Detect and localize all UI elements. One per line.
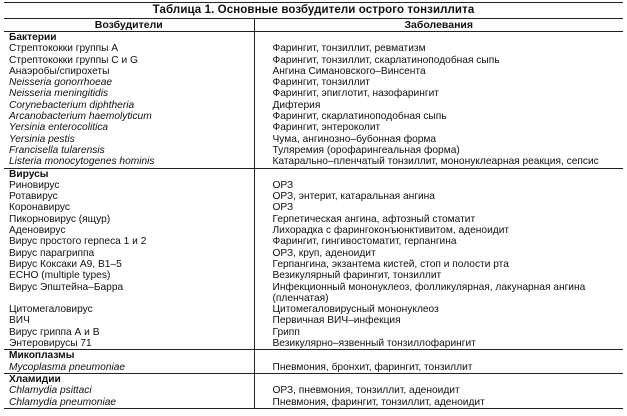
- pathogen-cell: Corynebacterium diphtheria: [4, 100, 254, 111]
- table-row: [4, 122, 623, 133]
- section-spacer: [254, 373, 623, 385]
- disease-cell: ОРЗ, круп, аденоидит: [272, 247, 376, 259]
- disease-cell: Пневмония, бронхит, фарингит, тонзиллит: [272, 361, 473, 373]
- table-row: [4, 397, 623, 408]
- table-row: [4, 180, 623, 191]
- table-row: [4, 145, 623, 156]
- table-row: [4, 236, 623, 247]
- table-row: [4, 202, 623, 213]
- disease-cell: Ангина Симановского–Винсента: [272, 65, 426, 77]
- header-row: [4, 19, 623, 32]
- section-title: Хламидии: [4, 373, 254, 385]
- section-title: Вирусы: [4, 168, 254, 180]
- table-body: [4, 32, 623, 408]
- disease-cell: Фарингит, тонзиллит, скарлатиноподобная сыпь: [272, 54, 500, 66]
- disease-cell: Герпетическая ангина, афтозный стоматит: [272, 213, 476, 225]
- pathogens-table: [4, 19, 623, 408]
- table-row: [4, 270, 623, 281]
- pathogen-cell: Listeria monocytogenes hominis: [4, 156, 254, 168]
- pathogen-cell: Аденовирус: [4, 225, 254, 236]
- table-row: [4, 225, 623, 236]
- disease-cell: ОРЗ: [272, 202, 294, 214]
- pathogen-cell: Цитомегаловирус: [4, 304, 254, 315]
- section-spacer: [254, 350, 623, 362]
- disease-cell: ОРЗ: [272, 179, 294, 191]
- disease-cell: Фарингит, тонзиллит: [272, 77, 370, 89]
- pathogen-cell: Стрептококки группы C и G: [4, 55, 254, 66]
- section-title: Бактерии: [4, 32, 254, 44]
- disease-cell: Везикулярно–язвенный тонзиллофарингит: [272, 338, 476, 350]
- pathogen-cell: Ротавирус: [4, 191, 254, 202]
- table-container: [4, 2, 623, 409]
- pathogen-cell: Вирус парагриппа: [4, 248, 254, 259]
- disease-cell: Пневмония, фарингит, тонзиллит, аденоидит: [272, 396, 485, 408]
- table-row: [4, 55, 623, 66]
- pathogen-cell: Вирус Эпштейна–Барра: [4, 282, 254, 305]
- pathogen-cell: ECHO (multiple types): [4, 270, 254, 281]
- pathogen-cell: Пикорновирус (ящур): [4, 214, 254, 225]
- pathogen-cell: Вирус гриппа А и В: [4, 327, 254, 338]
- pathogen-cell: Chlamydia pneumoniae: [4, 397, 254, 408]
- table-row: [4, 214, 623, 225]
- table-row: [4, 111, 623, 122]
- disease-cell: Дифтерия: [272, 99, 321, 111]
- pathogen-cell: Chlamydia psittaci: [4, 385, 254, 396]
- table-row: [4, 66, 623, 77]
- pathogen-cell: Стрептококки группы А: [4, 43, 254, 54]
- table-row: [4, 282, 623, 305]
- disease-cell: Фарингит, тонзиллит, ревматизм: [272, 43, 426, 55]
- table-row: [4, 43, 623, 54]
- section-title: Микоплазмы: [4, 350, 254, 362]
- pathogen-cell: ВИЧ: [4, 315, 254, 326]
- pathogen-cell: Коронавирус: [4, 202, 254, 213]
- table-row: [4, 338, 623, 350]
- header-diseases: Заболевания: [254, 19, 623, 32]
- pathogen-cell: Francisella tularensis: [4, 145, 254, 156]
- table-row: [4, 315, 623, 326]
- table-row: [4, 156, 623, 168]
- pathogen-cell: Вирус простого герпеса 1 и 2: [4, 236, 254, 247]
- table-title: Таблица 1. Основные возбудители острого тонзиллита: [4, 2, 623, 19]
- disease-cell: Цитомегаловирусный мононуклеоз: [272, 304, 439, 316]
- table-row: [4, 77, 623, 88]
- pathogen-cell: Yersinia pestis: [4, 134, 254, 145]
- disease-cell: Фарингит, скарлатиноподобная сыпь: [272, 111, 447, 123]
- table-row: [4, 385, 623, 396]
- section-row: [4, 373, 623, 385]
- section-row: [4, 350, 623, 362]
- disease-cell: Чума, ангинозно–бубонная форма: [272, 133, 437, 145]
- disease-cell: Инфекционный мононуклеоз, фолликулярная, лакунарная ангина (пленчатая): [272, 281, 586, 304]
- disease-cell: Лихорадка с фарингоконъюнктивитом, аденоидит: [272, 225, 510, 237]
- pathogen-cell: Neisseria meningitidis: [4, 88, 254, 99]
- disease-cell: Везикулярный фарингит, тонзиллит: [272, 270, 442, 282]
- table-row: [4, 259, 623, 270]
- disease-cell: Туляремия (орофарингеальная форма): [272, 144, 460, 156]
- disease-cell: Герпангина, экзантема кистей, стоп и полости рта: [272, 258, 509, 270]
- disease-cell: Грипп: [272, 326, 300, 338]
- pathogen-cell: Arcanobacterium haemolyticum: [4, 111, 254, 122]
- disease-cell: Фарингит, энтероколит: [272, 122, 381, 134]
- pathogen-cell: Вирус Коксаки А9, В1–5: [4, 259, 254, 270]
- pathogen-cell: Mycoplasma pneumoniae: [4, 362, 254, 374]
- table-row: [4, 362, 623, 374]
- header-pathogens: Возбудители: [4, 19, 254, 32]
- table-row: [4, 134, 623, 145]
- section-spacer: [254, 168, 623, 180]
- table-bottom-rule: [4, 408, 623, 409]
- pathogen-cell: Neisseria gonorrhoeae: [4, 77, 254, 88]
- section-row: [4, 168, 623, 180]
- table-row: [4, 248, 623, 259]
- table-row: [4, 327, 623, 338]
- disease-cell: Фарингит, эпиглотит, назофарингит: [272, 88, 439, 100]
- disease-cell: ОРЗ, энтерит, катаральная ангина: [272, 191, 435, 203]
- section-row: [4, 32, 623, 44]
- table-row: [4, 304, 623, 315]
- table-row: [4, 100, 623, 111]
- pathogen-cell: Yersinia enterocolitica: [4, 122, 254, 133]
- disease-cell: Фарингит, гингивостоматит, герпангина: [272, 236, 457, 248]
- pathogen-cell: Риновирус: [4, 180, 254, 191]
- pathogen-cell: Энтеровирусы 71: [4, 338, 254, 350]
- disease-cell: Катарально–пленчатый тонзиллит, мононуклеарная реакция, сепсис: [272, 156, 599, 168]
- disease-cell: ОРЗ, пневмония, тонзиллит, аденоидит: [272, 385, 460, 397]
- pathogen-cell: Анаэробы/спирохеты: [4, 66, 254, 77]
- table-row: [4, 191, 623, 202]
- table-row: [4, 88, 623, 99]
- section-spacer: [254, 32, 623, 44]
- disease-cell: Первичная ВИЧ–инфекция: [272, 315, 401, 327]
